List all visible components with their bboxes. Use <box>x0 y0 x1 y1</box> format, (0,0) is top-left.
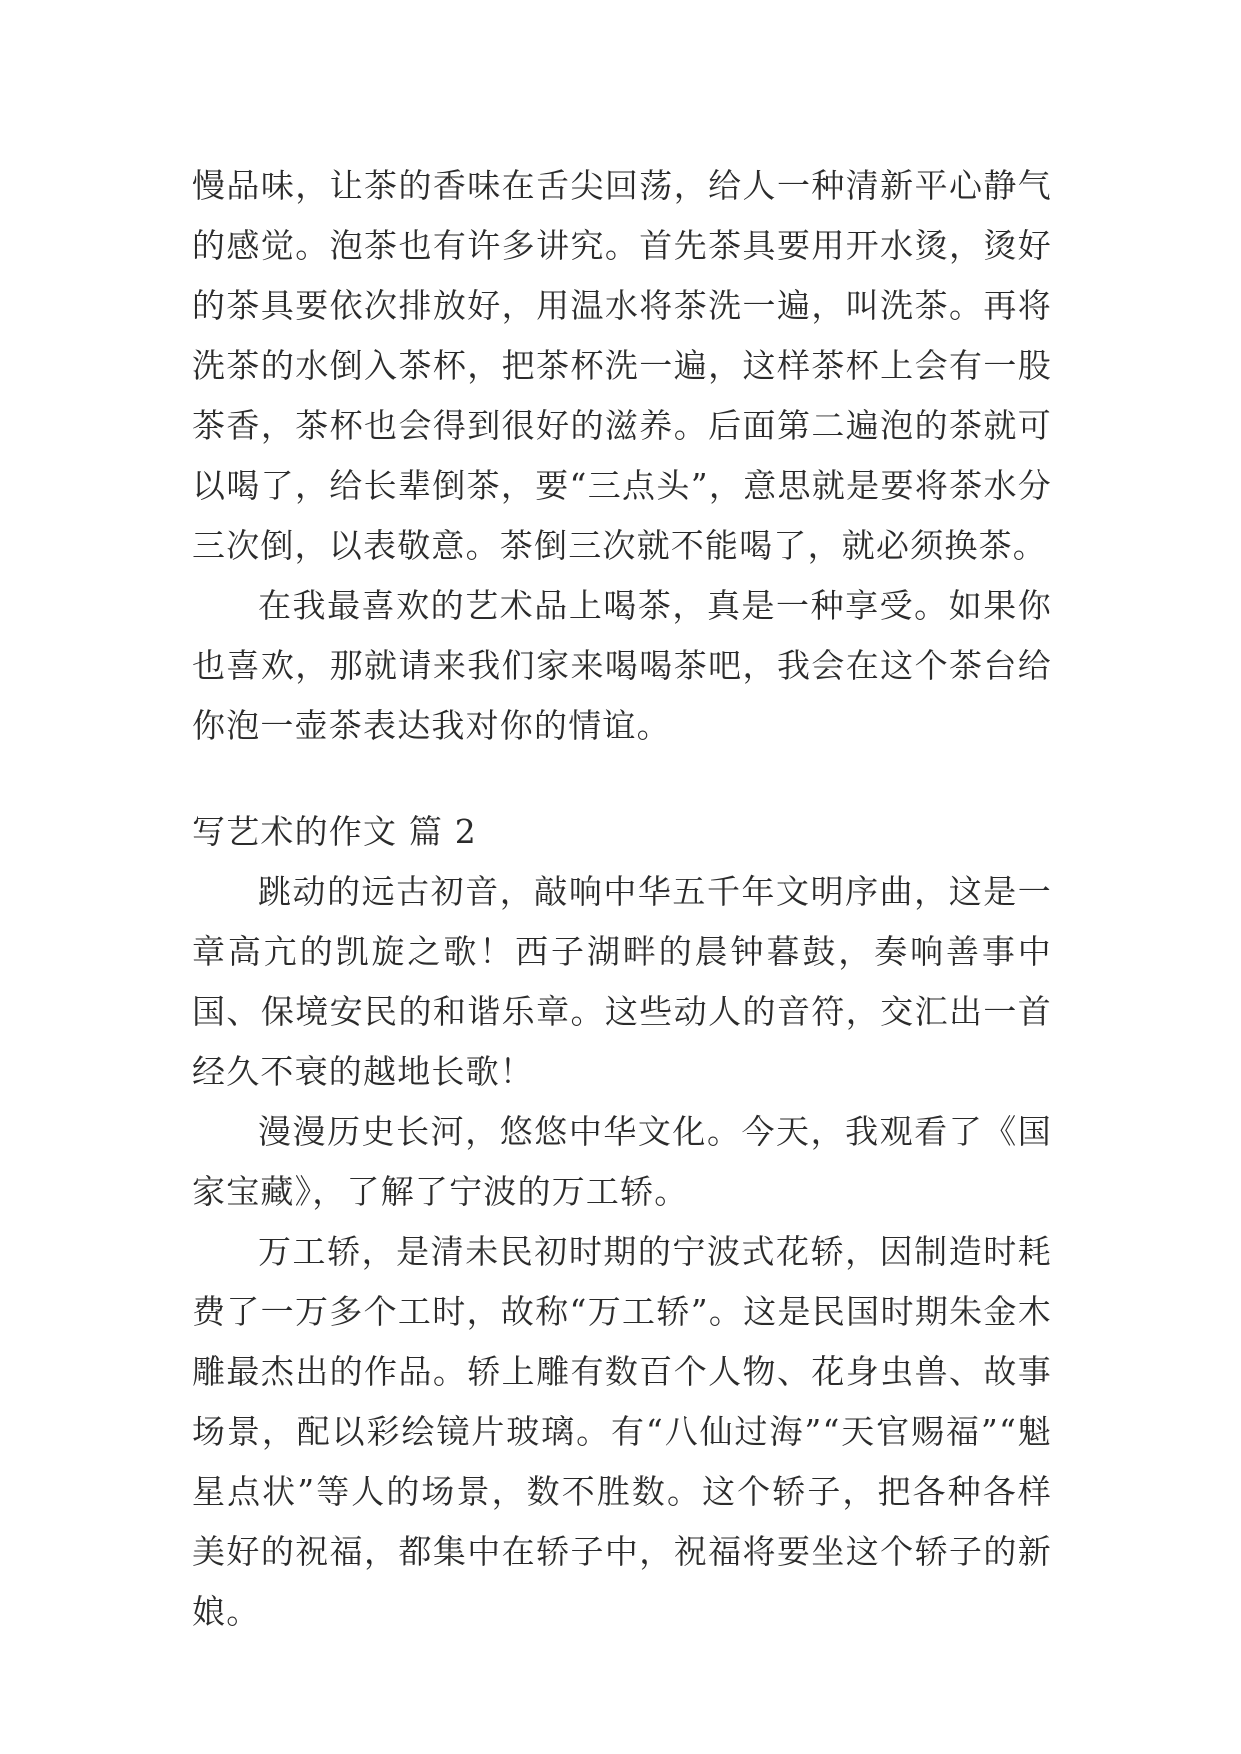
paragraph-ancient-music: 跳动的远古初音，敲响中华五千年文明序曲，这是一章高亢的凯旋之歌！西子湖畔的晨钟暮鼓，奏响善事中国、保境安民的和谐乐章。这些动人的音符，交汇出一首经久不衰的越地长歌！ <box>192 872 1052 1091</box>
paragraph-tea-ceremony: 慢品味，让茶的香味在舌尖回荡，给人一种清新平心静气的感觉。泡茶也有许多讲究。首先茶具要用开水烫，烫好的茶具要依次排放好，用温水将茶洗一遍，叫洗茶。再将洗茶的水倒入茶杯，把茶杯洗一遍，这样茶杯上会有一股茶香，茶杯也会得到很好的滋养。后面第二遍泡的茶就可以喝了，给长辈倒茶，要“三点头”，意思就是要将茶水分三次倒，以表敬意。茶倒三次就不能喝了，就必须换茶。 <box>192 166 1052 565</box>
paragraph-wangong-sedan: 万工轿，是清未民初时期的宁波式花轿，因制造时耗费了一万多个工时，故称“万工轿”。这是民国时期朱金木雕最杰出的作品。轿上雕有数百个人物、花身虫兽、故事场景，配以彩绘镜片玻璃。有“八仙过海”“天官赐福”“魁星点状”等人的场景，数不胜数。这个轿子，把各种各样美好的祝福，都集中在轿子中，祝福将要坐这个轿子的新娘。 <box>192 1232 1052 1631</box>
section-2-body <box>192 862 1052 1642</box>
paragraph-national-treasure: 漫漫历史长河，悠悠中华文化。今天，我观看了《国家宝藏》，了解了宁波的万工轿。 <box>192 1112 1052 1211</box>
section-1-body <box>192 156 1052 756</box>
paragraph-tea-enjoyment: 在我最喜欢的艺术品上喝茶，真是一种享受。如果你也喜欢，那就请来我们家来喝喝茶吧，我会在这个茶台给你泡一壶茶表达我对你的情谊。 <box>192 586 1052 745</box>
essay-title-2: 写艺术的作文 篇 2 <box>192 812 477 851</box>
